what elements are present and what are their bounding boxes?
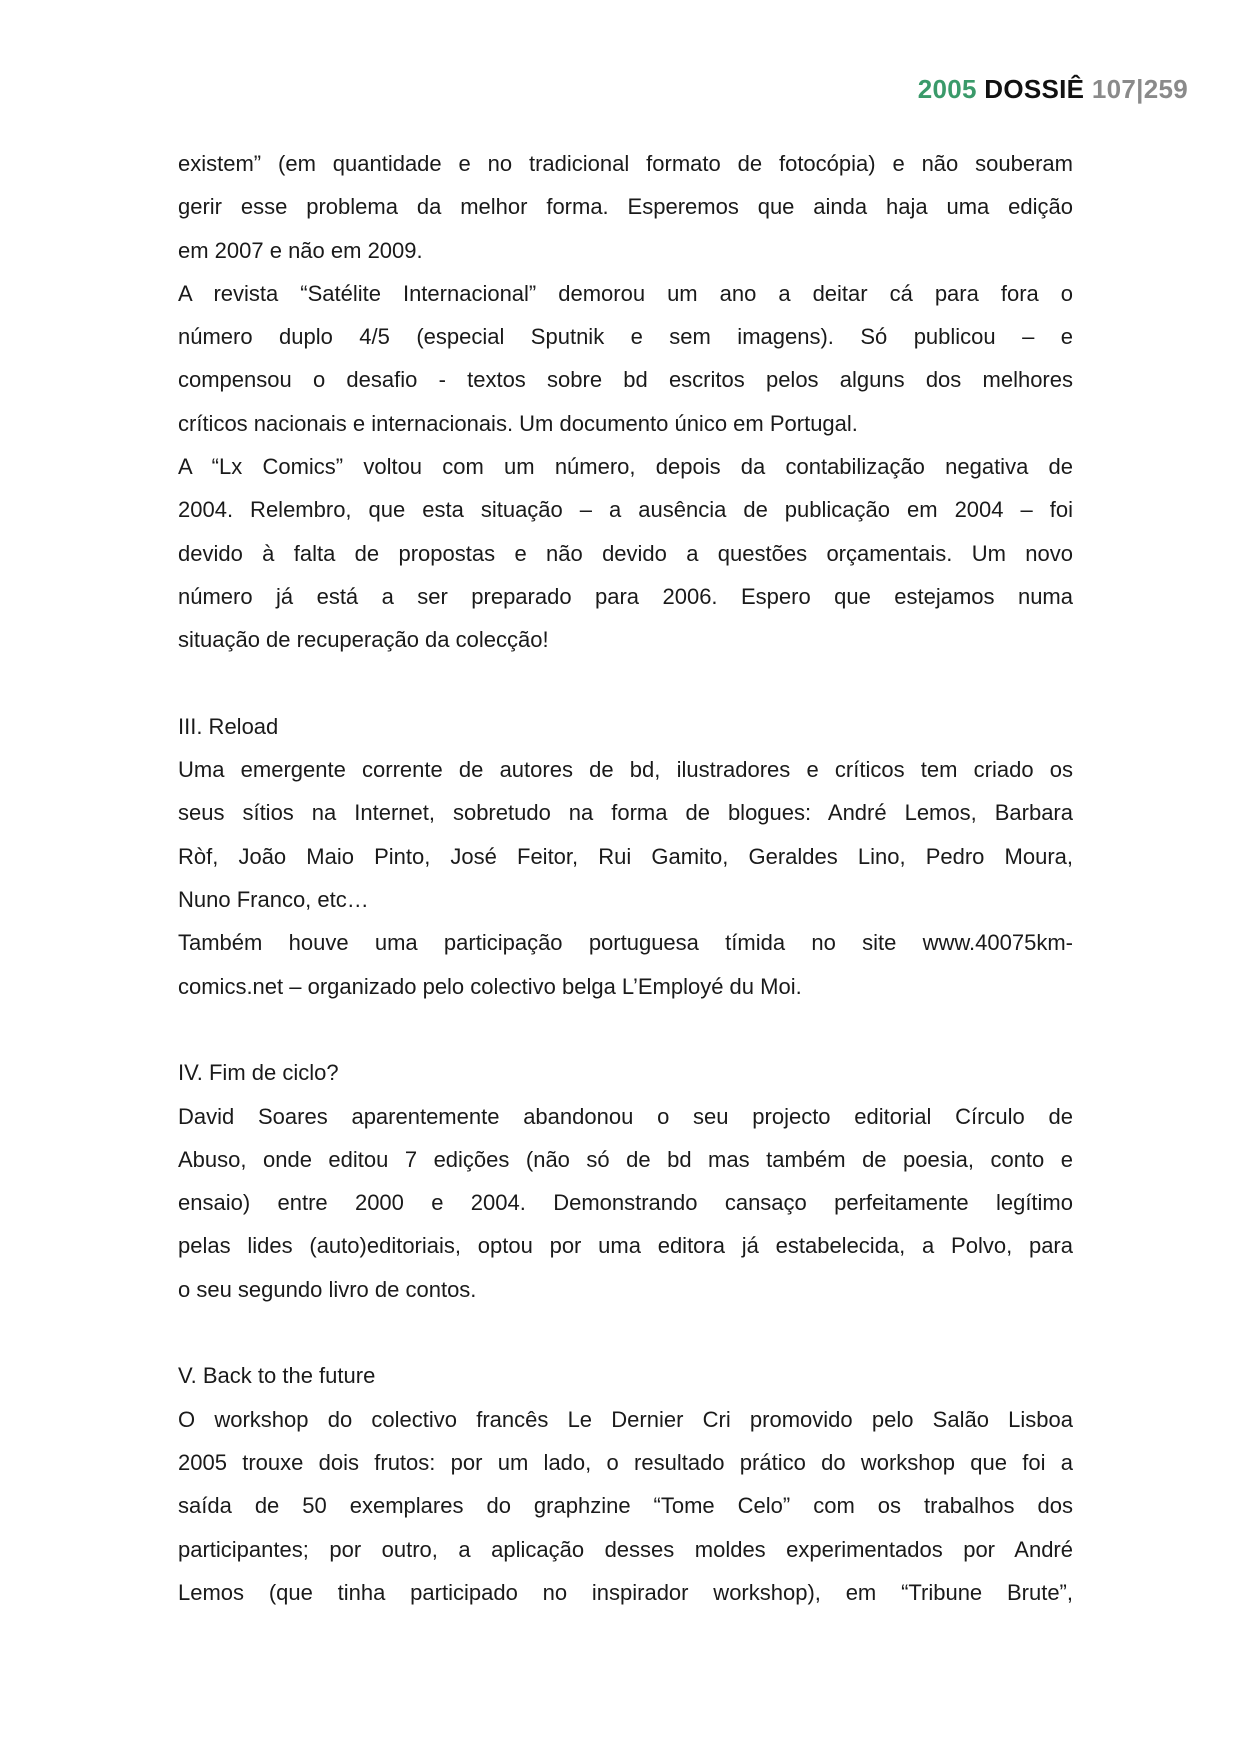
blank-line bbox=[178, 662, 1073, 705]
text-line: saída de 50 exemplares do graphzine “Tome Celo” com os trabalhos dos bbox=[178, 1493, 1073, 1519]
text-line: Uma emergente corrente de autores de bd, ilustradores e críticos tem criado os bbox=[178, 757, 1073, 783]
text-line: gerir esse problema da melhor forma. Esperemos que ainda haja uma edição bbox=[178, 194, 1073, 220]
text-line: em 2007 e não em 2009. bbox=[178, 237, 423, 263]
text-line: A revista “Satélite Internacional” demorou um ano a deitar cá para fora o bbox=[178, 280, 1073, 306]
header-year: 2005 bbox=[917, 74, 977, 104]
text-line: críticos nacionais e internacionais. Um documento único em Portugal. bbox=[178, 410, 858, 436]
text-line: 2004. Relembro, que esta situação – a ausência de publicação em 2004 – foi bbox=[178, 497, 1073, 523]
blank-line bbox=[178, 1008, 1073, 1051]
blank-line bbox=[178, 1311, 1073, 1354]
text-line: situação de recuperação da colecção! bbox=[178, 627, 549, 653]
header-page-number: 107|259 bbox=[1091, 74, 1188, 104]
text-line: ensaio) entre 2000 e 2004. Demonstrando cansaço perfeitamente legítimo bbox=[178, 1190, 1073, 1216]
text-line: compensou o desafio - textos sobre bd escritos pelos alguns dos melhores bbox=[178, 367, 1073, 393]
text-line: número já está a ser preparado para 2006. Espero que estejamos numa bbox=[178, 583, 1073, 609]
text-line: David Soares aparentemente abandonou o seu projecto editorial Círculo de bbox=[178, 1103, 1073, 1129]
text-line: participantes; por outro, a aplicação desses moldes experimentados por André bbox=[178, 1536, 1073, 1562]
text-line: Abuso, onde editou 7 edições (não só de bd mas também de poesia, conto e bbox=[178, 1146, 1073, 1172]
text-line: O workshop do colectivo francês Le Dernier Cri promovido pelo Salão Lisboa bbox=[178, 1406, 1073, 1432]
text-line: seus sítios na Internet, sobretudo na forma de blogues: André Lemos, Barbara bbox=[178, 800, 1073, 826]
document-body bbox=[178, 142, 1073, 1614]
text-line: devido à falta de propostas e não devido a questões orçamentais. Um novo bbox=[178, 540, 1073, 566]
text-line: número duplo 4/5 (especial Sputnik e sem imagens). Só publicou – e bbox=[178, 324, 1073, 350]
text-line: 2005 trouxe dois frutos: por um lado, o resultado prático do workshop que foi a bbox=[178, 1449, 1073, 1475]
header-title: DOSSIÊ bbox=[984, 74, 1085, 104]
text-line: pelas lides (auto)editoriais, optou por uma editora já estabelecida, a Polvo, para bbox=[178, 1233, 1073, 1259]
section-heading: III. Reload bbox=[178, 713, 279, 739]
section-heading: IV. Fim de ciclo? bbox=[178, 1060, 339, 1086]
page-header bbox=[918, 74, 1188, 105]
section-heading: V. Back to the future bbox=[178, 1363, 376, 1389]
text-line: Também houve uma participação portuguesa tímida no site www.40075km- bbox=[178, 930, 1073, 956]
text-line: existem” (em quantidade e no tradicional formato de fotocópia) e não souberam bbox=[178, 151, 1073, 176]
text-line: A “Lx Comics” voltou com um número, depois da contabilização negativa de bbox=[178, 454, 1073, 480]
text-line: comics.net – organizado pelo colectivo belga L’Employé du Moi. bbox=[178, 973, 802, 999]
text-line: o seu segundo livro de contos. bbox=[178, 1276, 477, 1302]
text-line: Ròf, João Maio Pinto, José Feitor, Rui Gamito, Geraldes Lino, Pedro Moura, bbox=[178, 843, 1073, 869]
text-line: Nuno Franco, etc… bbox=[178, 887, 369, 913]
text-line: Lemos (que tinha participado no inspirador workshop), em “Tribune Brute”, bbox=[178, 1579, 1073, 1605]
